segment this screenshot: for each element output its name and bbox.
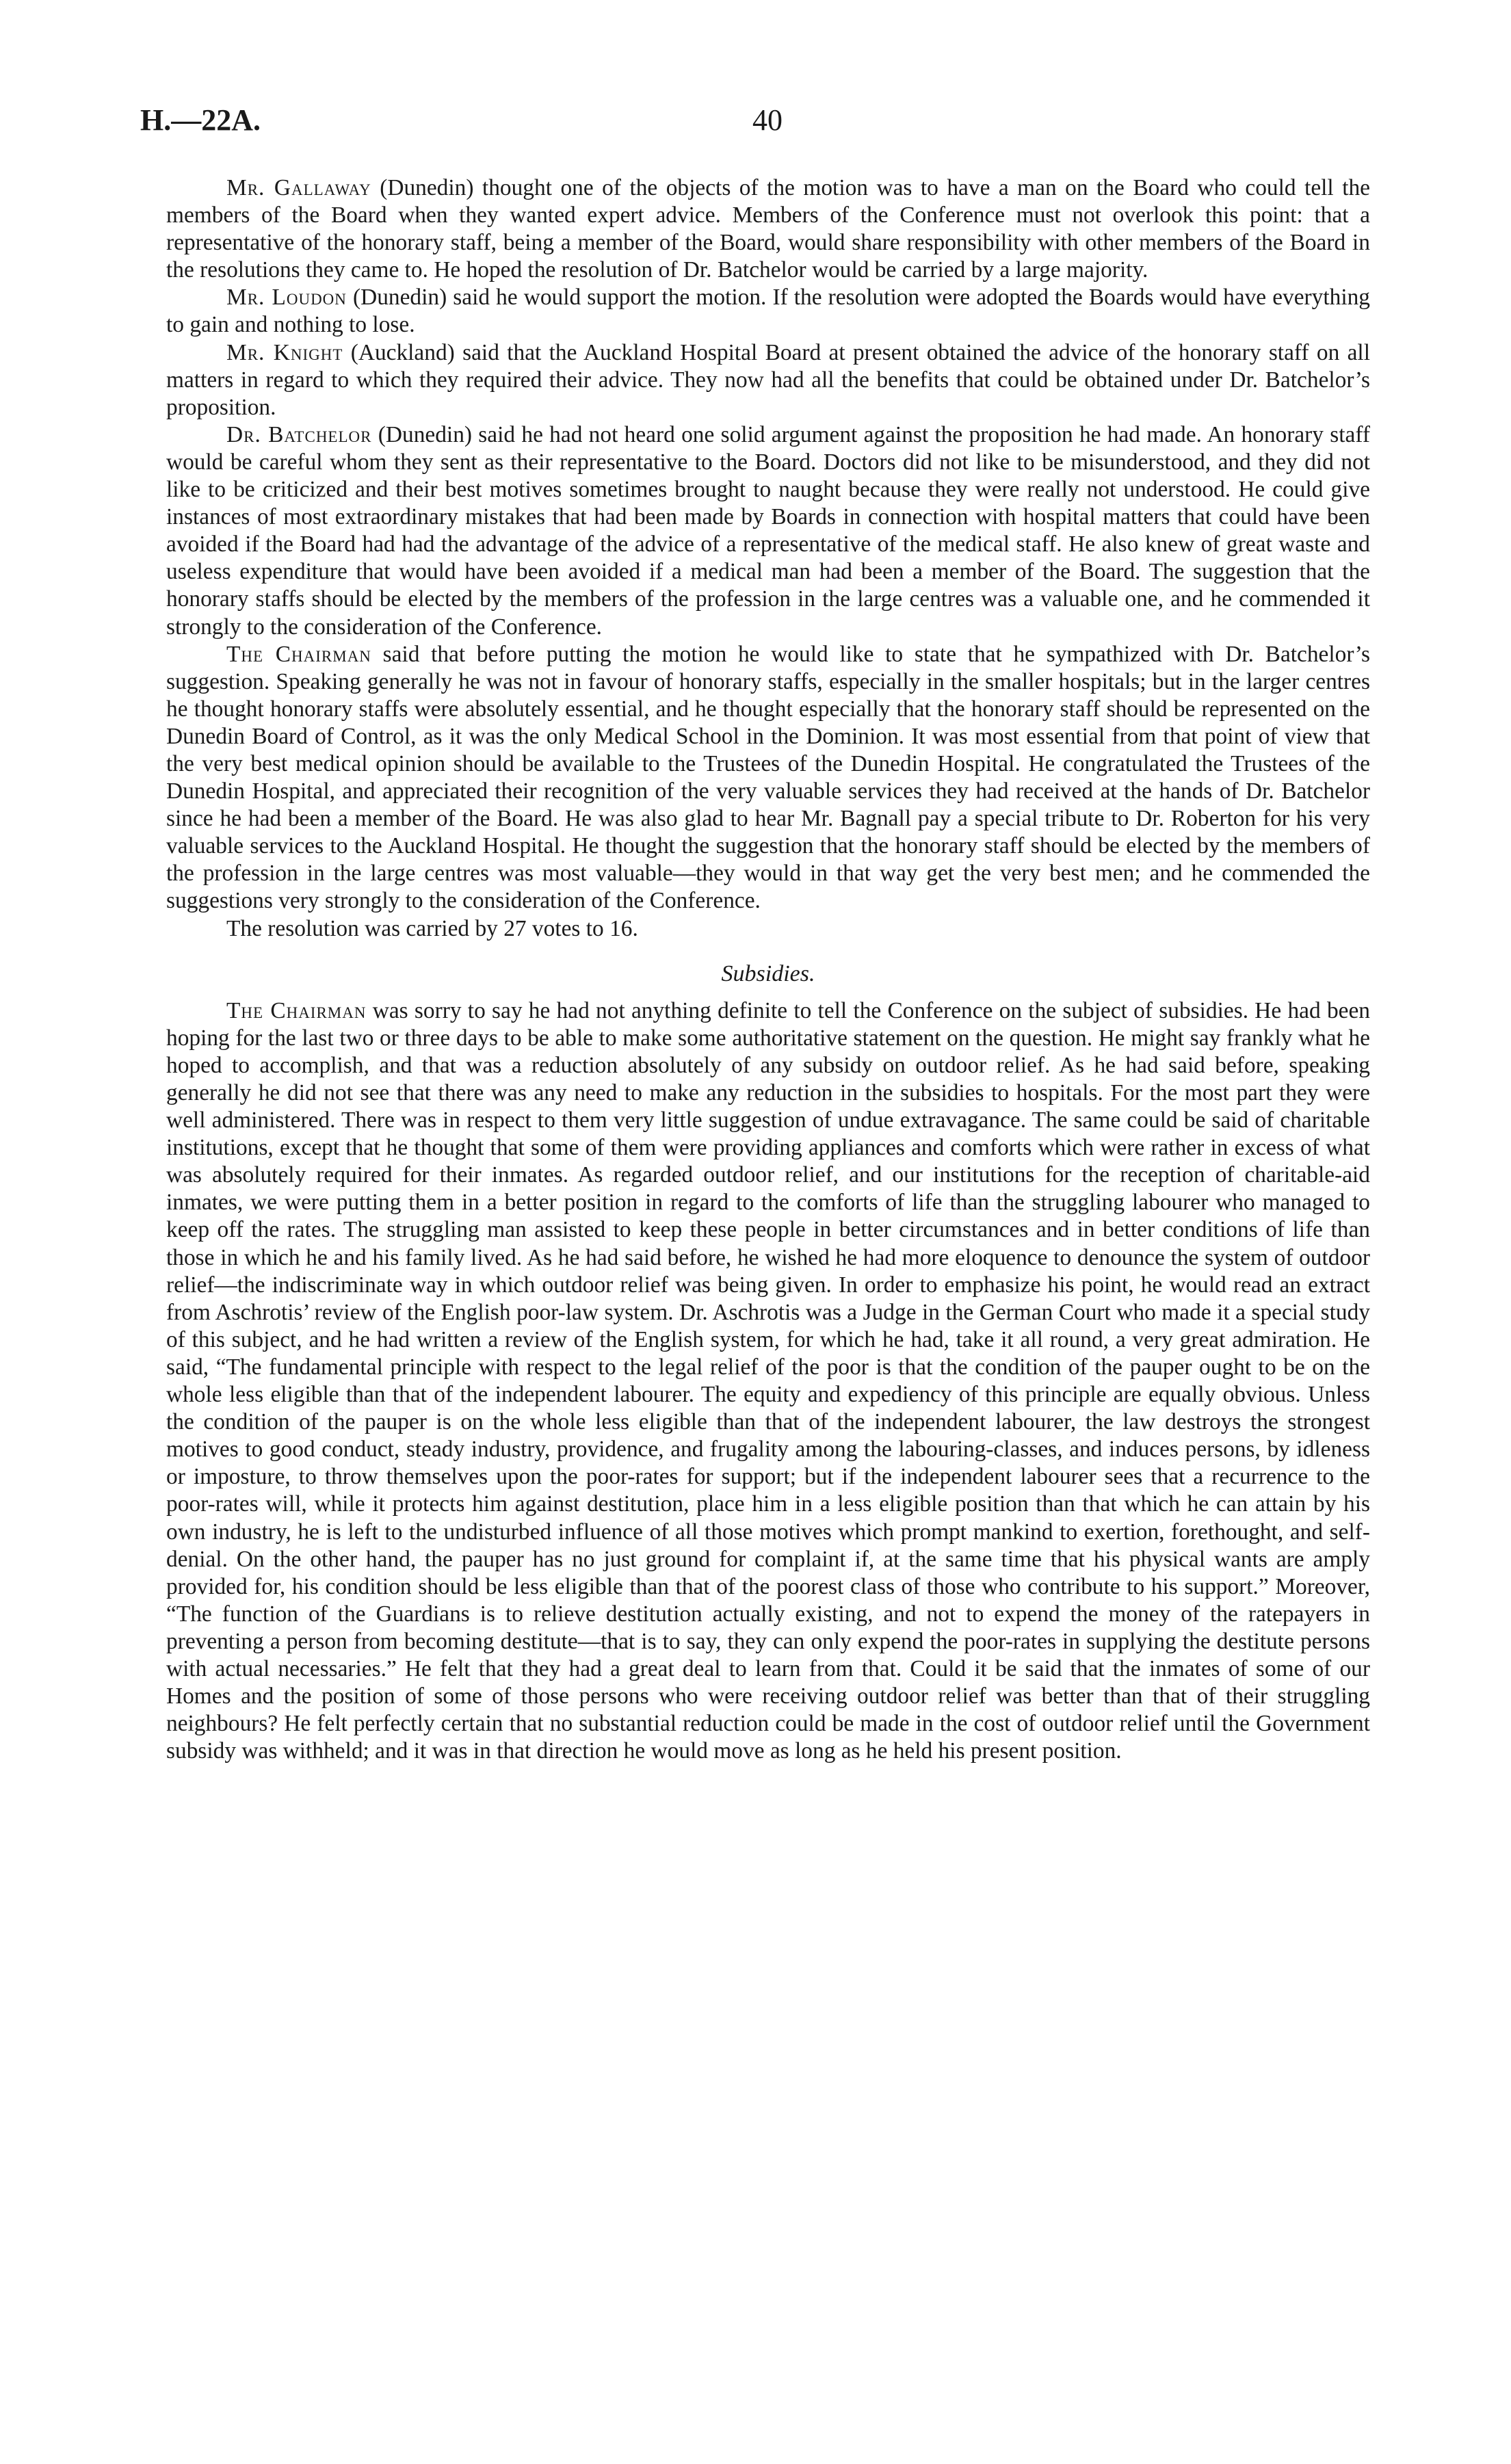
speaker-name: The Chairman [226, 997, 367, 1023]
paragraph-text: (Dunedin) said he had not heard one solid argument against the proposition he had made. An honorary staff would be careful whom they sent as their representative to the Board. Doctors did not like to be misunderstood, and they did not like to be criticized and their best motives sometimes brought to naught because they were really not understood. He could give instances of most extraordinary mistakes that had been made by Boards in connection with hospital matters that could have been avoided if the Board had had the advantage of the advice of a representative of the medical staff. He also knew of great waste and useless expenditure that would have been avoided if a medical man had been a member of the Board. The suggestion that the honorary staffs should be elected by the members of the profession in the large centres was a valuable one, and he commended it strongly to the consideration of the Conference. [166, 421, 1371, 640]
paragraph [166, 997, 1370, 1766]
paragraph [166, 339, 1370, 421]
speaker-name: Mr. Knight [226, 339, 343, 365]
paragraph-text: (Dunedin) thought one of the objects of the motion was to have a man on the Board who could tell the members of the Board when they wanted expert advice. Members of the Conference must not overlook this point: that a representative of the honorary staff, being a member of the Board, would share responsibility with other members of the Board in the resolutions they came to. He hoped the resolution of Dr. Batchelor would be carried by a large majority. [166, 175, 1370, 283]
paragraph-text: (Auckland) said that the Auckland Hospital Board at present obtained the advice of the honorary staff on all matters in regard to which they required their advice. They now had all the benefits that could be obtained under Dr. Batchelor’s proposition. [166, 339, 1370, 420]
resolution-result [166, 915, 1370, 943]
paragraph-text: (Dunedin) said he would support the motion. If the resolution were adopted the Boards would have everything to gain and nothing to lose. [166, 285, 1370, 338]
paragraph [166, 421, 1370, 641]
page-header [140, 103, 1371, 144]
main-content [166, 174, 1370, 1765]
paragraph-text: The resolution was carried by 27 votes to 16. [226, 915, 638, 941]
paragraph [166, 284, 1370, 339]
speaker-name: The Chairman [226, 641, 371, 667]
paragraph [166, 174, 1370, 284]
speaker-name: Dr. Batchelor [226, 421, 372, 447]
speaker-name: Mr. Loudon [226, 285, 347, 311]
speaker-name: Mr. Gallaway [226, 175, 371, 200]
page-number: 40 [752, 103, 783, 137]
document-code: H.—22A. [140, 103, 261, 137]
paragraph-text: said that before putting the motion he would like to state that he sympathized with Dr. Batchelor’s suggestion. Speaking generally he was not in favour of honorary staffs, especially in the smaller hospitals; but in the larger centres he thought honorary staffs were absolutely essential, and he thought especially that the honorary staff should be represented on the Dunedin Board of Control, as it was the only Medical School in the Dominion. It was most essential from that point of view that the very best medical opinion should be available to the Trustees of the Dunedin Hospital. He congratulated the Trustees of the Dunedin Hospital, and appreciated their recognition of the very valuable services they had received at the hands of Dr. Batchelor since he had been a member of the Board. He was also glad to hear Mr. Bagnall pay a special tribute to Dr. Roberton for his very valuable services to the Auckland Hospital. He thought the suggestion that the honorary staff should be elected by the members of the profession in the large centres was most valuable—they would in that way get the very best men; and he commended the suggestions very strongly to the consideration of the Conference. [166, 641, 1370, 914]
paragraph [166, 641, 1370, 915]
section-heading: Subsidies. [721, 960, 815, 986]
paragraph-text: was sorry to say he had not anything definite to tell the Conference on the subject of subsidies. He had been hoping for the last two or three days to be able to make some authoritative statement on the question. He might say frankly what he hoped to accomplish, and that was a reduction absolutely of any subsidy on outdoor relief. As he had said before, speaking generally he did not see that there was any need to make any reduction in the subsidies to hospitals. For the most part they were well administered. There was in respect to them very little suggestion of undue extravagance. The same could be said of charitable institutions, except that he thought that some of them were providing appliances and comforts which were rather in excess of what was absolutely required for their inmates. As regarded outdoor relief, and our institutions for the reception of charitable-aid inmates, we were putting them in a better position in regard to the comforts of life than the struggling labourer who managed to keep off the rates. The struggling man assisted to keep these people in better circumstances and in better conditions of life than those in which he and his family lived. As he had said before, he wished he had more eloquence to denounce the system of outdoor relief—the indiscriminate way in which outdoor relief was being given. In order to emphasize his point, he would read an extract from Aschrotis’ review of the English poor-law system. Dr. Aschrotis was a Judge in the German Court who made it a special study of this subject, and he had written a review of the English system, for which he had, take it all round, a very great admiration. He said, “The fundamental principle with respect to the legal relief of the poor is that the condition of the pauper ought to be on the whole less eligible than that of the independent labourer. The equity and expediency of this principle are equally obvious. Unless the condition of the pauper is on the whole less eligible than that of the independent labourer, the law destroys the strongest motives to good conduct, steady industry, providence, and frugality among the labouring-classes, and induces persons, by idleness or imposture, to throw themselves upon the poor-rates for support; but if the independent labourer sees that a recurrence to the poor-rates will, while it protects him against destitution, place him in a less eligible position than that which he can attain by his own industry, he is left to the undisturbed influence of all those motives which prompt mankind to exertion, forethought, and self-denial. On the other hand, the pauper has no just ground for complaint if, at the same time that his physical wants are amply provided for, his condition should be less eligible than that of the poorest class of those who contribute to his support.” Moreover, “The function of the Guardians is to relieve destitution actually existing, and not to expend the money of the ratepayers in preventing a person from becoming destitute—that is to say, they can only expend the poor-rates in supplying the destitute persons with actual necessaries.” He felt that they had a great deal to learn from that. Could it be said that the inmates of some of our Homes and the position of some of those persons who were receiving outdoor relief was better than that of their struggling neighbours? He felt perfectly certain that no substantial reduction could be made in the cost of outdoor relief until the Government subsidy was withheld; and it was in that direction he would move as long as he held his present position. [166, 997, 1370, 1764]
